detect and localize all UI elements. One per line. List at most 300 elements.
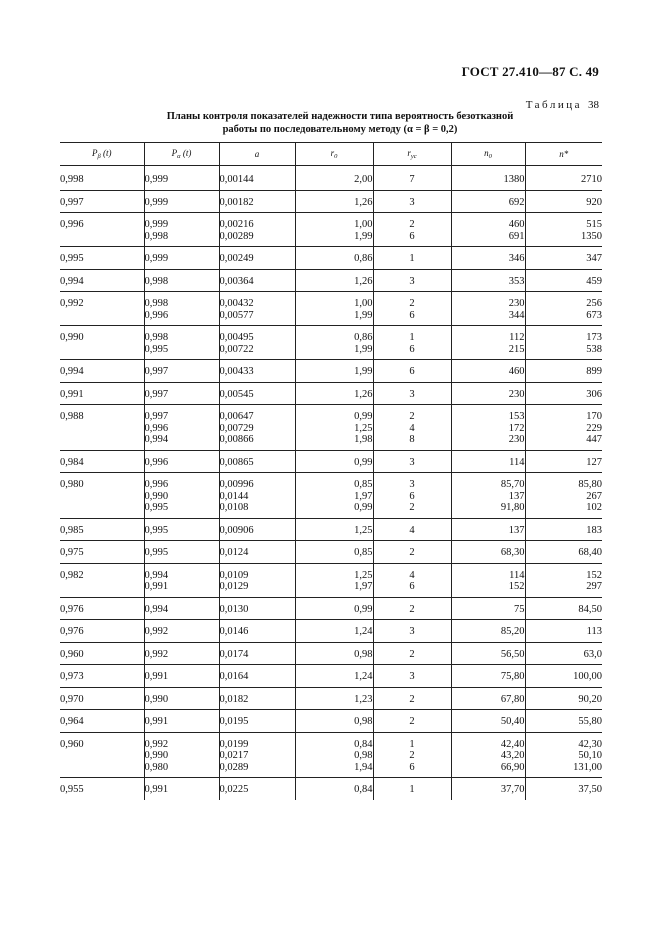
cell-pa xyxy=(144,518,219,541)
cell-value: 66,90 xyxy=(500,761,525,773)
cell-ry xyxy=(373,518,451,541)
cell-value: 459 xyxy=(586,275,602,287)
cell-value: 102 xyxy=(586,502,602,513)
cell-nn xyxy=(525,473,602,519)
table-caption-line-2: работы по последовательному методу (α = β = 0,2) xyxy=(222,124,458,135)
cell-value: 0,0182 xyxy=(219,693,249,705)
cell-n0 xyxy=(451,473,525,519)
cell-nn xyxy=(525,541,602,564)
cell-value: 85,80 xyxy=(578,479,602,490)
cell-pa xyxy=(144,620,219,643)
cell-ry xyxy=(373,450,451,473)
cell-pa xyxy=(144,405,219,451)
cell-value: 75,80 xyxy=(500,671,525,682)
cell-value: 691 xyxy=(508,230,525,242)
cell-r0 xyxy=(295,292,373,326)
cell-value: 1,26 xyxy=(354,275,373,287)
cell-ry xyxy=(373,360,451,383)
cell-value: 0,992 xyxy=(144,738,169,750)
cell-value: 173 xyxy=(586,332,602,343)
cell-py xyxy=(60,292,144,326)
cell-value: 0,0199 xyxy=(219,738,249,750)
cell-value: 1,24 xyxy=(354,626,373,637)
cell-value: 37,50 xyxy=(578,784,602,795)
cell-ry xyxy=(373,405,451,451)
cell-value: 899 xyxy=(586,366,602,377)
cell-value: 0,00722 xyxy=(219,343,254,355)
cell-value: 0,975 xyxy=(60,547,84,558)
cell-value: 0,00865 xyxy=(219,456,254,468)
cell-value: 0,00545 xyxy=(219,388,254,400)
cell-a xyxy=(219,642,295,665)
cell-nn xyxy=(525,405,602,451)
table-row xyxy=(60,269,602,292)
cell-r0 xyxy=(295,518,373,541)
column-header-a: a xyxy=(219,143,295,166)
cell-r0 xyxy=(295,166,373,191)
cell-value: 0,985 xyxy=(60,524,84,536)
cell-ry xyxy=(373,710,451,733)
cell-value: 114 xyxy=(509,569,525,581)
cell-value: 0,00996 xyxy=(219,479,254,490)
cell-value: 84,50 xyxy=(578,603,602,615)
cell-value: 0,984 xyxy=(60,456,84,468)
cell-value: 91,80 xyxy=(500,502,525,513)
cell-value: 0,00495 xyxy=(219,332,254,343)
cell-value: 2 xyxy=(409,219,415,230)
cell-pa xyxy=(144,450,219,473)
cell-n0 xyxy=(451,710,525,733)
cell-value: 0,00866 xyxy=(219,434,254,445)
cell-value: 0,990 xyxy=(144,490,169,502)
cell-value: 68,40 xyxy=(578,547,602,558)
cell-value: 56,50 xyxy=(500,648,525,660)
cell-value: 1,99 xyxy=(354,366,373,377)
cell-value: 0,991 xyxy=(144,581,169,592)
cell-value: 538 xyxy=(586,343,602,355)
cell-pa xyxy=(144,292,219,326)
cell-value: 42,40 xyxy=(500,738,525,750)
cell-r0 xyxy=(295,732,373,778)
cell-nn xyxy=(525,710,602,733)
cell-value: 2 xyxy=(409,750,415,761)
cell-value: 0,997 xyxy=(144,366,169,377)
cell-a xyxy=(219,687,295,710)
cell-pa xyxy=(144,710,219,733)
cell-value: 0,992 xyxy=(60,298,84,309)
cell-value: 0,999 xyxy=(144,174,169,185)
cell-value: 1,97 xyxy=(354,490,373,502)
cell-r0 xyxy=(295,597,373,620)
cell-value: 306 xyxy=(586,388,602,400)
cell-nn xyxy=(525,292,602,326)
cell-value: 0,0124 xyxy=(219,547,249,558)
cell-value: 0,997 xyxy=(144,388,169,400)
cell-a xyxy=(219,382,295,405)
cell-pa xyxy=(144,642,219,665)
cell-ry xyxy=(373,687,451,710)
cell-py xyxy=(60,710,144,733)
table-row xyxy=(60,665,602,688)
table-row xyxy=(60,710,602,733)
cell-value: 0,0225 xyxy=(219,784,249,795)
reliability-plan-table xyxy=(60,142,602,800)
cell-r0 xyxy=(295,213,373,247)
cell-py xyxy=(60,732,144,778)
table-row xyxy=(60,190,602,213)
cell-value: 2 xyxy=(409,693,415,705)
cell-ry xyxy=(373,541,451,564)
cell-value: 0,976 xyxy=(60,603,84,615)
cell-value: 4 xyxy=(409,422,415,434)
cell-value: 1 xyxy=(409,738,415,750)
column-header-nn: n* xyxy=(525,143,602,166)
cell-value: 0,973 xyxy=(60,671,84,682)
cell-value: 37,70 xyxy=(500,784,525,795)
cell-value: 2 xyxy=(409,502,415,513)
cell-value: 3 xyxy=(409,671,415,682)
cell-value: 0,86 xyxy=(354,253,373,264)
table-row xyxy=(60,642,602,665)
cell-value: 85,20 xyxy=(500,626,525,637)
cell-r0 xyxy=(295,405,373,451)
cell-nn xyxy=(525,247,602,270)
cell-value: 0,0146 xyxy=(219,626,249,637)
cell-value: 347 xyxy=(586,253,602,264)
cell-a xyxy=(219,665,295,688)
cell-value: 0,995 xyxy=(144,343,169,355)
cell-value: 67,80 xyxy=(500,693,525,705)
cell-value: 0,00249 xyxy=(219,253,254,264)
cell-a xyxy=(219,190,295,213)
cell-value: 1,99 xyxy=(354,309,373,321)
cell-value: 0,0108 xyxy=(219,502,249,513)
table-label xyxy=(526,99,599,111)
cell-value: 3 xyxy=(409,479,415,490)
table-row xyxy=(60,541,602,564)
cell-value: 0,990 xyxy=(144,750,169,761)
cell-value: 0,998 xyxy=(144,298,169,309)
cell-ry xyxy=(373,247,451,270)
cell-ry xyxy=(373,778,451,800)
cell-value: 0,980 xyxy=(60,479,84,490)
cell-value: 1,99 xyxy=(354,230,373,242)
table-row xyxy=(60,247,602,270)
cell-value: 2710 xyxy=(581,174,602,185)
cell-a xyxy=(219,269,295,292)
cell-r0 xyxy=(295,360,373,383)
cell-n0 xyxy=(451,642,525,665)
cell-value: 229 xyxy=(586,422,602,434)
cell-value: 0,85 xyxy=(354,547,373,558)
cell-value: 1,25 xyxy=(354,524,373,536)
cell-value: 0,994 xyxy=(60,275,84,287)
cell-py xyxy=(60,269,144,292)
table-label-word: Таблица xyxy=(525,99,582,111)
cell-value: 42,30 xyxy=(578,738,602,750)
cell-ry xyxy=(373,620,451,643)
cell-r0 xyxy=(295,778,373,800)
cell-pa xyxy=(144,360,219,383)
cell-a xyxy=(219,326,295,360)
cell-value: 297 xyxy=(586,581,602,592)
column-header-pa: $P_\alpha$ (t) xyxy=(144,143,219,166)
cell-value: 50,40 xyxy=(500,716,525,727)
cell-pa xyxy=(144,473,219,519)
cell-value: 4 xyxy=(409,524,415,536)
cell-ry xyxy=(373,166,451,191)
cell-a xyxy=(219,541,295,564)
table-row xyxy=(60,213,602,247)
cell-value: 0,996 xyxy=(60,219,84,230)
cell-nn xyxy=(525,213,602,247)
cell-ry xyxy=(373,732,451,778)
cell-pa xyxy=(144,247,219,270)
cell-value: 100,00 xyxy=(573,671,602,682)
cell-pa xyxy=(144,665,219,688)
cell-value: 114 xyxy=(509,456,525,468)
cell-value: 0,99 xyxy=(354,603,373,615)
cell-a xyxy=(219,518,295,541)
cell-value: 0,0289 xyxy=(219,761,249,773)
cell-py xyxy=(60,620,144,643)
cell-nn xyxy=(525,190,602,213)
cell-ry xyxy=(373,563,451,597)
cell-a xyxy=(219,597,295,620)
cell-value: 0,00144 xyxy=(219,174,254,185)
cell-value: 2 xyxy=(409,298,415,309)
cell-value: 0,998 xyxy=(60,174,84,185)
table-row xyxy=(60,563,602,597)
cell-value: 0,0174 xyxy=(219,648,249,660)
cell-a xyxy=(219,778,295,800)
cell-ry xyxy=(373,190,451,213)
cell-value: 0,991 xyxy=(60,388,84,400)
cell-value: 172 xyxy=(508,422,525,434)
cell-value: 0,997 xyxy=(60,196,84,208)
cell-value: 0,988 xyxy=(60,411,84,422)
cell-value: 0,84 xyxy=(354,784,373,795)
table-caption xyxy=(150,110,530,136)
cell-pa xyxy=(144,190,219,213)
cell-value: 3 xyxy=(409,626,415,637)
cell-value: 0,995 xyxy=(144,547,169,558)
cell-value: 0,999 xyxy=(144,196,169,208)
cell-value: 515 xyxy=(586,219,602,230)
cell-value: 0,999 xyxy=(144,253,169,264)
cell-value: 1,99 xyxy=(354,343,373,355)
cell-r0 xyxy=(295,382,373,405)
cell-value: 127 xyxy=(586,456,602,468)
cell-value: 2 xyxy=(409,603,415,615)
table-row xyxy=(60,166,602,191)
cell-nn xyxy=(525,732,602,778)
cell-py xyxy=(60,518,144,541)
cell-value: 0,996 xyxy=(144,309,169,321)
cell-a xyxy=(219,405,295,451)
cell-value: 2,00 xyxy=(354,174,373,185)
cell-value: 267 xyxy=(586,490,602,502)
cell-r0 xyxy=(295,269,373,292)
table-row xyxy=(60,473,602,519)
cell-value: 50,10 xyxy=(578,750,602,761)
table-row xyxy=(60,405,602,451)
cell-value: 0,00647 xyxy=(219,411,254,422)
cell-pa xyxy=(144,166,219,191)
cell-value: 75 xyxy=(514,603,525,615)
cell-py xyxy=(60,687,144,710)
cell-n0 xyxy=(451,450,525,473)
cell-a xyxy=(219,213,295,247)
cell-value: 344 xyxy=(508,309,525,321)
cell-value: 152 xyxy=(586,569,602,581)
cell-value: 0,0144 xyxy=(219,490,249,502)
cell-nn xyxy=(525,360,602,383)
cell-value: 85,70 xyxy=(500,479,525,490)
cell-nn xyxy=(525,563,602,597)
cell-value: 3 xyxy=(409,196,415,208)
cell-value: 7 xyxy=(409,174,415,185)
cell-value: 137 xyxy=(508,524,525,536)
column-header-ry: $r_{ус}$ xyxy=(373,143,451,166)
cell-pa xyxy=(144,597,219,620)
cell-value: 230 xyxy=(508,434,525,445)
cell-value: 0,970 xyxy=(60,693,84,705)
cell-value: 1,00 xyxy=(354,298,373,309)
cell-value: 55,80 xyxy=(578,716,602,727)
cell-py xyxy=(60,405,144,451)
cell-ry xyxy=(373,597,451,620)
table-row xyxy=(60,778,602,800)
cell-r0 xyxy=(295,450,373,473)
cell-ry xyxy=(373,382,451,405)
cell-ry xyxy=(373,326,451,360)
cell-value: 0,991 xyxy=(144,671,169,682)
table-row xyxy=(60,518,602,541)
cell-n0 xyxy=(451,382,525,405)
cell-nn xyxy=(525,778,602,800)
table-row xyxy=(60,382,602,405)
cell-value: 1 xyxy=(409,253,415,264)
cell-value: 215 xyxy=(508,343,525,355)
cell-value: 2 xyxy=(409,716,415,727)
cell-value: 0,0129 xyxy=(219,581,249,592)
cell-py xyxy=(60,213,144,247)
cell-n0 xyxy=(451,778,525,800)
cell-value: 0,85 xyxy=(354,479,373,490)
table-row xyxy=(60,450,602,473)
cell-nn xyxy=(525,620,602,643)
cell-r0 xyxy=(295,642,373,665)
cell-value: 0,991 xyxy=(144,716,169,727)
cell-py xyxy=(60,642,144,665)
cell-value: 0,980 xyxy=(144,761,169,773)
cell-value: 3 xyxy=(409,275,415,287)
cell-ry xyxy=(373,473,451,519)
cell-value: 1,26 xyxy=(354,388,373,400)
cell-r0 xyxy=(295,473,373,519)
table-row xyxy=(60,326,602,360)
cell-nn xyxy=(525,382,602,405)
cell-py xyxy=(60,166,144,191)
cell-value: 3 xyxy=(409,456,415,468)
cell-value: 0,955 xyxy=(60,784,84,795)
cell-value: 0,99 xyxy=(354,456,373,468)
cell-value: 0,99 xyxy=(354,411,373,422)
cell-value: 0,998 xyxy=(144,332,169,343)
cell-value: 0,994 xyxy=(144,569,169,581)
cell-n0 xyxy=(451,405,525,451)
cell-n0 xyxy=(451,620,525,643)
cell-value: 0,997 xyxy=(144,411,169,422)
cell-pa xyxy=(144,778,219,800)
cell-a xyxy=(219,292,295,326)
cell-value: 0,992 xyxy=(144,648,169,660)
cell-value: 131,00 xyxy=(573,761,602,773)
cell-py xyxy=(60,563,144,597)
cell-n0 xyxy=(451,360,525,383)
cell-r0 xyxy=(295,563,373,597)
cell-value: 256 xyxy=(586,298,602,309)
cell-value: 0,86 xyxy=(354,332,373,343)
cell-ry xyxy=(373,292,451,326)
cell-value: 0,964 xyxy=(60,716,84,727)
cell-py xyxy=(60,326,144,360)
cell-value: 1380 xyxy=(503,174,525,185)
cell-nn xyxy=(525,642,602,665)
cell-value: 0,0217 xyxy=(219,750,249,761)
cell-r0 xyxy=(295,620,373,643)
cell-value: 460 xyxy=(508,366,525,377)
cell-value: 6 xyxy=(409,366,415,377)
cell-ry xyxy=(373,665,451,688)
cell-value: 6 xyxy=(409,581,415,592)
cell-value: 183 xyxy=(586,524,602,536)
cell-value: 63,0 xyxy=(583,648,602,660)
cell-value: 460 xyxy=(508,219,525,230)
cell-value: 0,995 xyxy=(144,502,169,513)
cell-value: 0,990 xyxy=(144,693,169,705)
cell-py xyxy=(60,382,144,405)
cell-value: 0,00216 xyxy=(219,219,254,230)
cell-value: 1,25 xyxy=(354,569,373,581)
cell-value: 6 xyxy=(409,309,415,321)
cell-n0 xyxy=(451,563,525,597)
cell-value: 152 xyxy=(508,581,525,592)
cell-value: 0,0164 xyxy=(219,671,249,682)
cell-r0 xyxy=(295,710,373,733)
cell-value: 6 xyxy=(409,230,415,242)
cell-value: 0,982 xyxy=(60,569,84,581)
cell-value: 2 xyxy=(409,547,415,558)
cell-value: 0,84 xyxy=(354,738,373,750)
cell-value: 1350 xyxy=(581,230,602,242)
cell-ry xyxy=(373,642,451,665)
cell-n0 xyxy=(451,597,525,620)
table-caption-line-1: Планы контроля показателей надежности типа вероятность безотказной xyxy=(166,111,514,122)
cell-nn xyxy=(525,326,602,360)
cell-value: 0,994 xyxy=(60,366,84,377)
cell-n0 xyxy=(451,292,525,326)
cell-py xyxy=(60,778,144,800)
cell-value: 0,00364 xyxy=(219,275,254,287)
cell-a xyxy=(219,620,295,643)
cell-value: 0,00729 xyxy=(219,422,254,434)
cell-value: 112 xyxy=(509,332,525,343)
cell-n0 xyxy=(451,326,525,360)
cell-value: 0,0130 xyxy=(219,603,249,615)
cell-value: 90,20 xyxy=(578,693,602,705)
